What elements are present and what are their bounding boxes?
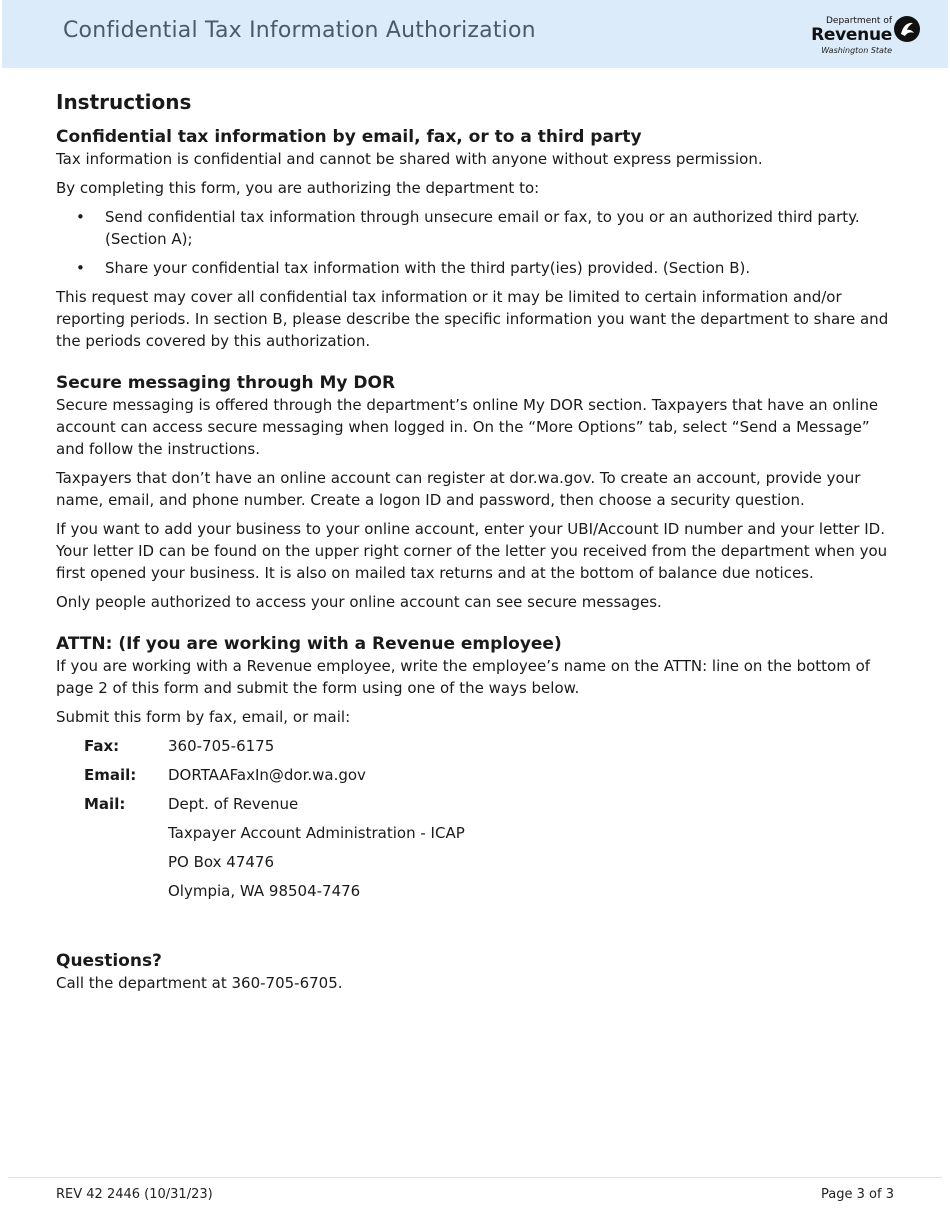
logo-state-text: Washington State — [821, 46, 892, 55]
attn-section — [56, 633, 896, 902]
paragraph: Call the department at 360-705-6705. — [56, 974, 343, 992]
paragraph: By completing this form, you are authorizing the department to: — [56, 179, 540, 197]
paragraph: This request may cover all confidential tax information or it may be limited to certain information and/or reporting periods. In section B, please describe the specific information you want the department to share and the periods covered by this authorization. — [56, 288, 889, 350]
questions-heading: Questions? — [56, 951, 162, 971]
paragraph: If you want to add your business to your online account, enter your UBI/Account ID number and your letter ID. Your letter ID can be found on the upper right corner of the letter you received from the department when you first opened your business. It is also on mailed tax returns and at the bottom of balance due notices. — [56, 520, 888, 582]
logo-revenue-text: Revenue — [811, 25, 892, 45]
email-value: DORTAAFaxIn@dor.wa.gov — [168, 766, 366, 784]
paragraph: Taxpayers that don’t have an online account can register at dor.wa.gov. To create an account, provide your name, email, and phone number. Create a logon ID and password, then choose a security question. — [56, 469, 861, 509]
mail-row — [84, 880, 896, 902]
mail-row — [84, 851, 896, 873]
paragraph: Submit this form by fax, email, or mail: — [56, 708, 351, 726]
paragraph: Secure messaging is offered through the department’s online My DOR section. Taxpayers that have an online account can access secure messaging when logged in. On the “More Options” tab, select “Send a Message” and follow the instructions. — [56, 396, 879, 458]
email-label: Email: — [84, 766, 137, 784]
list-item: • Send confidential tax information through unsecure email or fax, to you or an authorized third party. (Section A); — [56, 206, 896, 250]
secure-messaging-section — [56, 372, 896, 613]
fax-row — [84, 735, 896, 757]
page-number: Page 3 of 3 — [821, 1187, 894, 1202]
email-row — [84, 764, 896, 786]
paragraph: Tax information is confidential and cannot be shared with anyone without express permission. — [56, 150, 763, 168]
questions-section — [56, 950, 896, 994]
mail-line: Dept. of Revenue — [168, 795, 299, 813]
paragraph: If you are working with a Revenue employee, write the employee’s name on the ATTN: line on the bottom of page 2 of this form and submit the form using one of the ways below. — [56, 657, 871, 697]
mail-line: Olympia, WA 98504-7476 — [168, 882, 361, 900]
attn-heading: ATTN: (If you are working with a Revenue employee) — [56, 634, 562, 654]
form-id: REV 42 2446 (10/31/23) — [56, 1187, 213, 1202]
contact-block — [84, 735, 896, 902]
email-fax-heading: Confidential tax information by email, fax, or to a third party — [56, 127, 642, 147]
document-body — [56, 90, 896, 1014]
dor-logo-icon — [892, 14, 922, 44]
logo-department-text: Department of — [826, 16, 892, 26]
fax-label: Fax: — [84, 737, 120, 755]
fax-value: 360-705-6175 — [168, 737, 275, 755]
secure-messaging-heading: Secure messaging through My DOR — [56, 373, 396, 393]
list-item: • Share your confidential tax information with the third party(ies) provided. (Section B). — [56, 257, 896, 279]
mail-line: Taxpayer Account Administration - ICAP — [168, 824, 465, 842]
instructions-heading: Instructions — [56, 90, 192, 114]
page-header — [2, 0, 948, 68]
mail-row — [84, 822, 896, 844]
mail-line: PO Box 47476 — [168, 853, 274, 871]
authorization-list — [56, 206, 896, 279]
dor-logo — [811, 14, 922, 58]
mail-row — [84, 793, 896, 815]
paragraph: Only people authorized to access your online account can see secure messages. — [56, 593, 662, 611]
footer-divider — [8, 1177, 942, 1178]
document-title: Confidential Tax Information Authorization — [63, 18, 536, 43]
mail-label: Mail: — [84, 795, 126, 813]
email-fax-section — [56, 126, 896, 352]
